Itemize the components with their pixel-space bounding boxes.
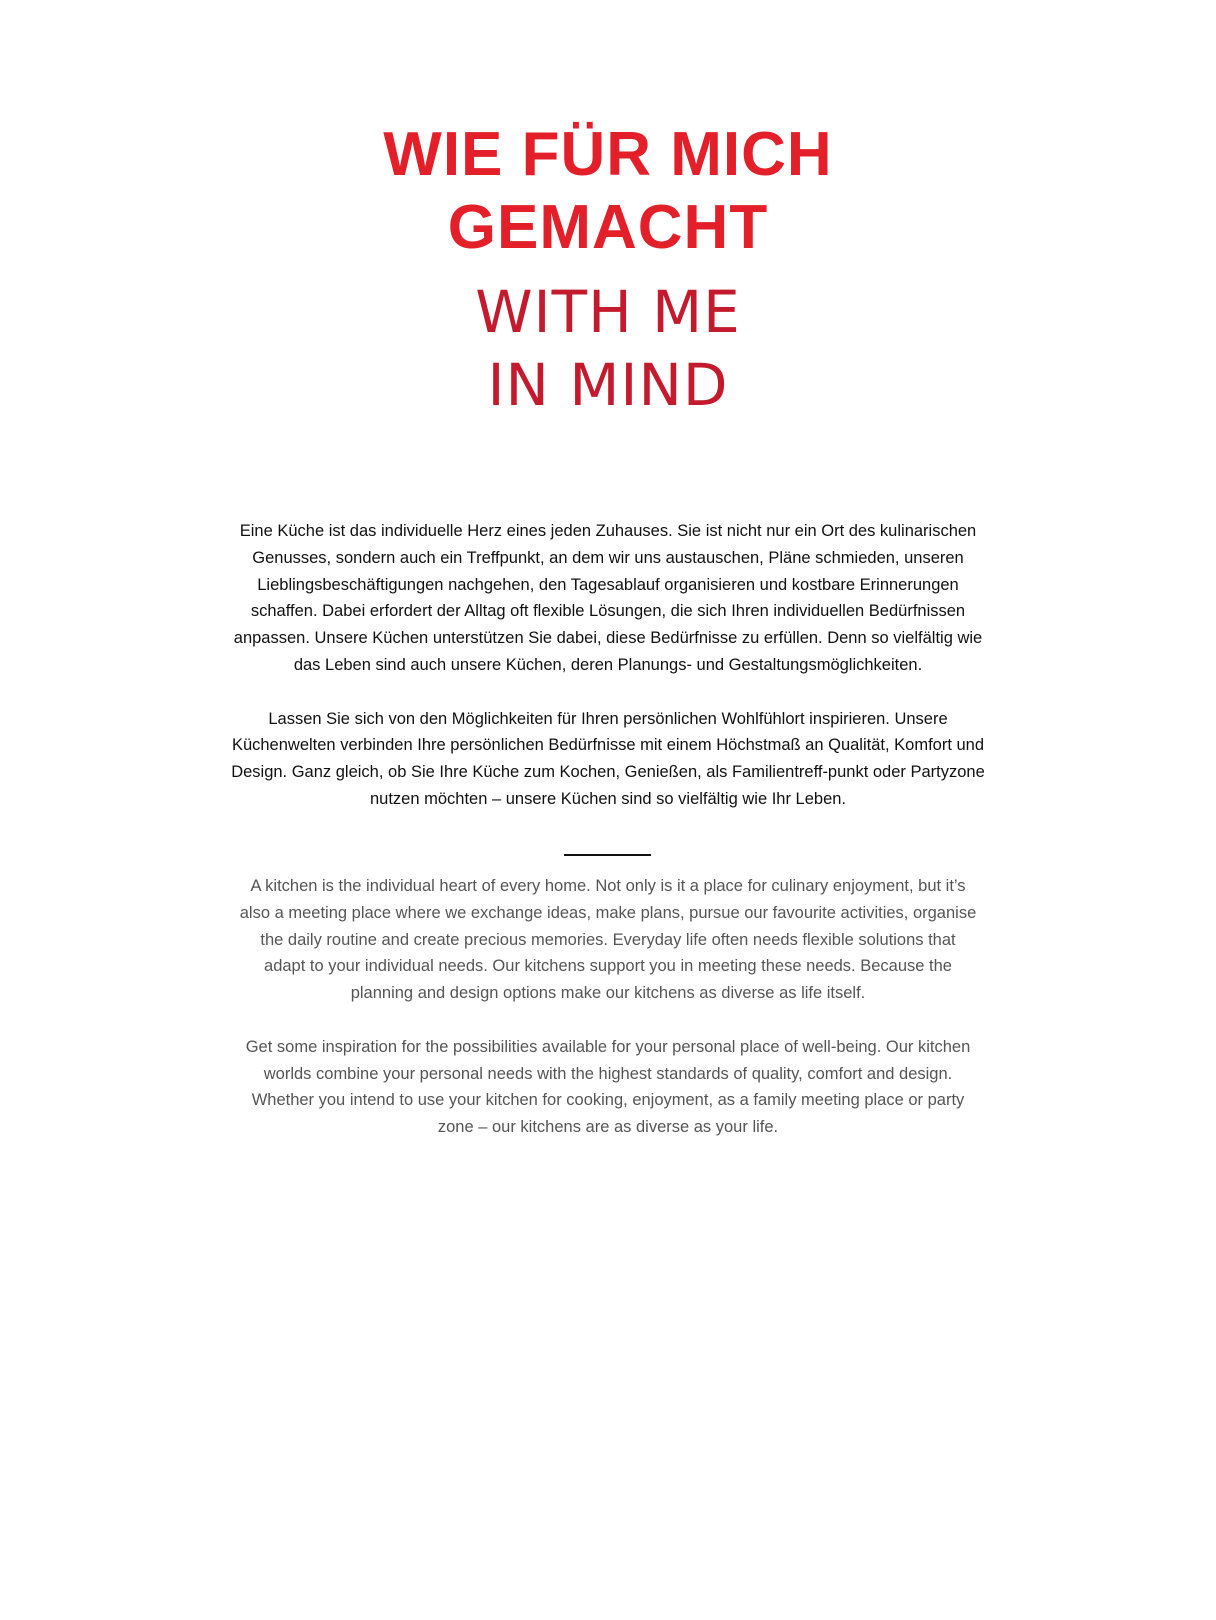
heading-english-line-1: WITH ME bbox=[475, 278, 741, 346]
heading-english-line-2: IN MIND bbox=[487, 351, 729, 419]
english-paragraph-2: Get some inspiration for the possibilities available for your personal place of well-being. Our kitchen worlds combine your personal needs with the highest standards of quality, comfort and design. Whether you intend to use your kitchen for cooking, enjoyment, as a family meeting place or party zone – our kitchens are as diverse as your life. bbox=[245, 1037, 971, 1137]
heading-german-line-1: WIE FÜR MICH bbox=[383, 120, 833, 189]
heading-english bbox=[0, 276, 1216, 422]
heading-german bbox=[0, 118, 1216, 264]
section-divider bbox=[564, 854, 651, 856]
heading-german-line-2: GEMACHT bbox=[447, 193, 769, 262]
german-body-text bbox=[228, 518, 988, 813]
german-paragraph-2: Lassen Sie sich von den Möglichkeiten für Ihren persönlichen Wohlfühlort inspirieren. Unsere Küchenwelten verbinden Ihre persönlichen Bedürfnisse mit einem Höchstmaß an Qualität, Komfort und Design. Ganz gleich, ob Sie Ihre Küche zum Kochen, Genießen, als Familientreff-punkt oder Partyzone nutzen möchten – unsere Küchen sind so vielfältig wie Ihr Leben. bbox=[231, 709, 985, 808]
english-body-text bbox=[238, 873, 978, 1141]
english-paragraph-1: A kitchen is the individual heart of every home. Not only is it a place for culinary enjoyment, but it’s also a meeting place where we exchange ideas, make plans, pursue our favourite activities, organise the daily routine and create precious memories. Everyday life often needs flexible solutions that adapt to your individual needs. Our kitchens support you in meeting these needs. Because the planning and design options make our kitchens as diverse as life itself. bbox=[239, 877, 977, 1003]
german-paragraph-1: Eine Küche ist das individuelle Herz eines jeden Zuhauses. Sie ist nicht nur ein Ort des kulinarischen Genusses, sondern auch ein Treffpunkt, an dem wir uns austauschen, Pläne schmieden, unseren Lieblingsbeschäftigungen nachgehen, den Tagesablauf organisieren und kostbare Erinnerungen schaffen. Dabei erfordert der Alltag oft flexible Lösungen, die sich Ihren individuellen Bedürfnissen anpassen. Unsere Küchen unterstützen Sie dabei, diese Bedürfnisse zu erfüllen. Denn so vielfältig wie das Leben sind auch unsere Küchen, deren Planungs- und Gestaltungsmöglichkeiten. bbox=[233, 522, 983, 674]
